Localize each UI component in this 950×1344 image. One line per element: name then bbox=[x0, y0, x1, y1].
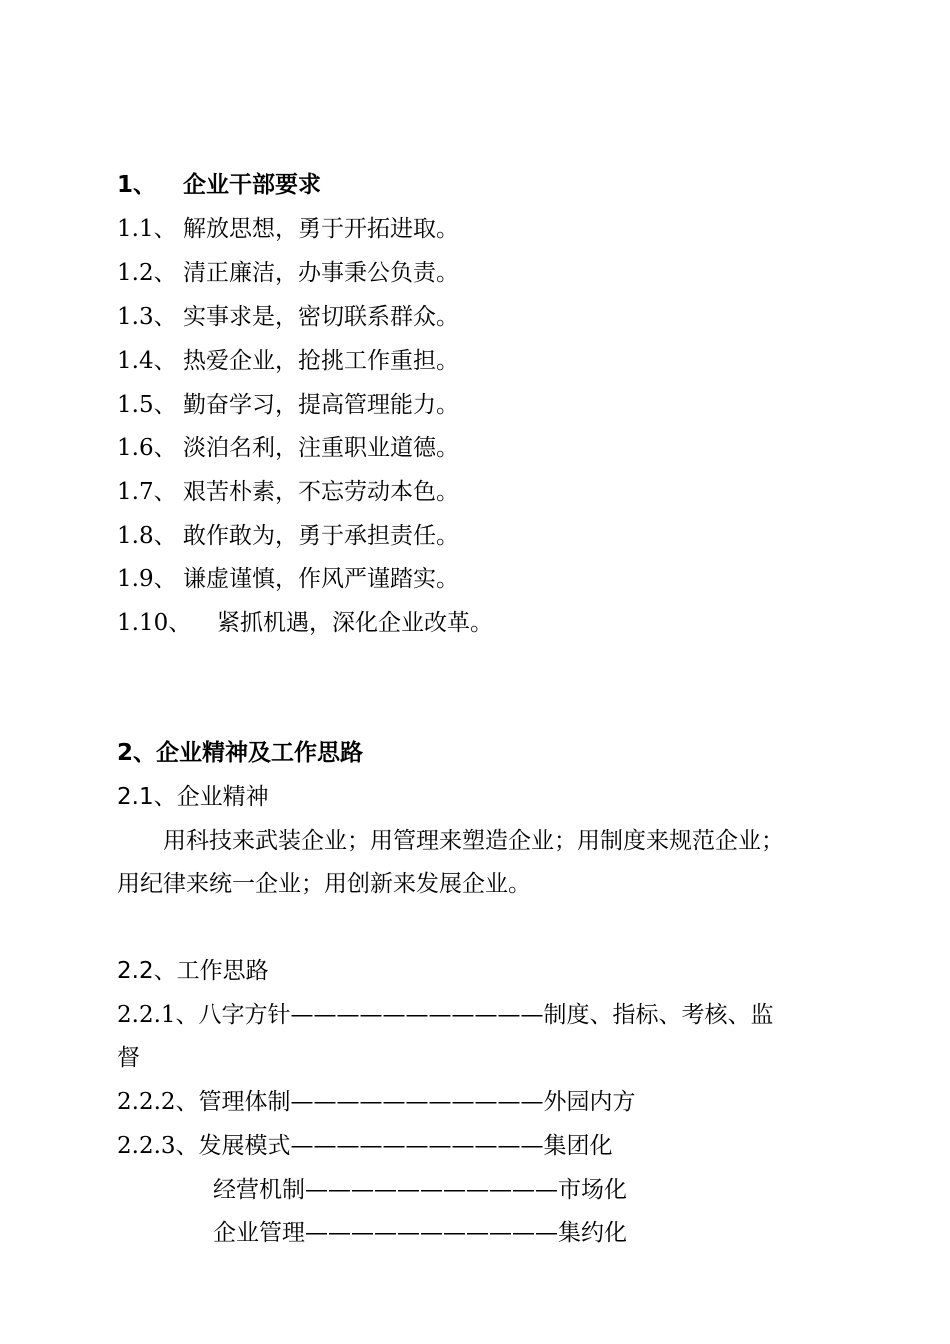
work-idea-value: 市场化 bbox=[558, 1177, 627, 1203]
work-idea-value: 集约化 bbox=[558, 1220, 627, 1246]
list-item bbox=[117, 477, 459, 507]
item-text: 淡泊名利，注重职业道德。 bbox=[183, 435, 459, 461]
work-idea-row bbox=[213, 1175, 627, 1205]
leader-dashes: ——————————— bbox=[305, 1220, 558, 1246]
list-item bbox=[117, 346, 459, 376]
list-item bbox=[117, 258, 459, 288]
item-number: 1.3、 bbox=[117, 304, 177, 330]
section1-heading-number: 1、 bbox=[117, 172, 157, 198]
subsection-heading-work-ideas: 2.2、工作思路 bbox=[117, 958, 269, 984]
work-idea-value: 制度、指标、考核、监 bbox=[543, 1002, 774, 1028]
item-text: 解放思想，勇于开拓进取。 bbox=[183, 216, 459, 242]
work-idea-row-continuation bbox=[117, 1043, 140, 1073]
work-idea-row bbox=[117, 1000, 774, 1030]
leader-dashes: ——————————— bbox=[290, 1133, 544, 1159]
list-item bbox=[117, 302, 459, 332]
work-idea-label: 企业管理 bbox=[213, 1220, 305, 1246]
list-item bbox=[117, 564, 459, 594]
item-number: 1.5、 bbox=[117, 392, 177, 418]
work-idea-value: 外园内方 bbox=[543, 1089, 636, 1115]
list-item bbox=[117, 390, 459, 420]
list-item bbox=[117, 521, 459, 551]
item-number: 1.6、 bbox=[117, 435, 177, 461]
list-item bbox=[117, 433, 459, 463]
item-text: 勤奋学习，提高管理能力。 bbox=[183, 392, 459, 418]
item-number: 1.9、 bbox=[117, 566, 177, 592]
item-text: 热爱企业，抢挑工作重担。 bbox=[183, 348, 459, 374]
work-idea-row bbox=[213, 1218, 627, 1248]
leader-dashes: ——————————— bbox=[290, 1002, 544, 1028]
work-idea-row bbox=[117, 1131, 613, 1161]
work-idea-label: 2.2.2、管理体制 bbox=[117, 1089, 291, 1115]
subsection-heading-spirit: 2.1、企业精神 bbox=[117, 784, 269, 810]
work-idea-value: 督 bbox=[117, 1045, 140, 1071]
spirit-paragraph-line: 用科技来武装企业；用管理来塑造企业；用制度来规范企业； bbox=[163, 828, 784, 854]
item-text: 紧抓机遇，深化企业改革。 bbox=[217, 610, 493, 636]
leader-dashes: ——————————— bbox=[305, 1177, 558, 1203]
item-text: 艰苦朴素，不忘劳动本色。 bbox=[183, 479, 459, 505]
item-number: 1.10、 bbox=[117, 610, 192, 636]
work-idea-label: 经营机制 bbox=[213, 1177, 305, 1203]
item-number: 1.1、 bbox=[117, 216, 177, 242]
list-item bbox=[117, 214, 459, 244]
item-number: 1.8、 bbox=[117, 523, 177, 549]
item-number: 1.4、 bbox=[117, 348, 177, 374]
work-idea-value: 集团化 bbox=[543, 1133, 613, 1159]
item-text: 实事求是，密切联系群众。 bbox=[183, 304, 459, 330]
spirit-paragraph-line: 用纪律来统一企业；用创新来发展企业。 bbox=[117, 871, 531, 897]
work-idea-label: 2.2.1、八字方针 bbox=[117, 1002, 291, 1028]
item-text: 清正廉洁，办事秉公负责。 bbox=[183, 260, 459, 286]
item-number: 1.2、 bbox=[117, 260, 177, 286]
section2-heading: 2、企业精神及工作思路 bbox=[117, 740, 364, 766]
item-text: 谦虚谨慎，作风严谨踏实。 bbox=[183, 566, 459, 592]
work-idea-label: 2.2.3、发展模式 bbox=[117, 1133, 291, 1159]
section1-heading-text: 企业干部要求 bbox=[183, 172, 321, 198]
leader-dashes: ——————————— bbox=[290, 1089, 544, 1115]
list-item bbox=[117, 608, 493, 638]
item-text: 敢作敢为，勇于承担责任。 bbox=[183, 523, 459, 549]
section1-heading bbox=[117, 170, 321, 200]
work-idea-row bbox=[117, 1087, 636, 1117]
item-number: 1.7、 bbox=[117, 479, 177, 505]
